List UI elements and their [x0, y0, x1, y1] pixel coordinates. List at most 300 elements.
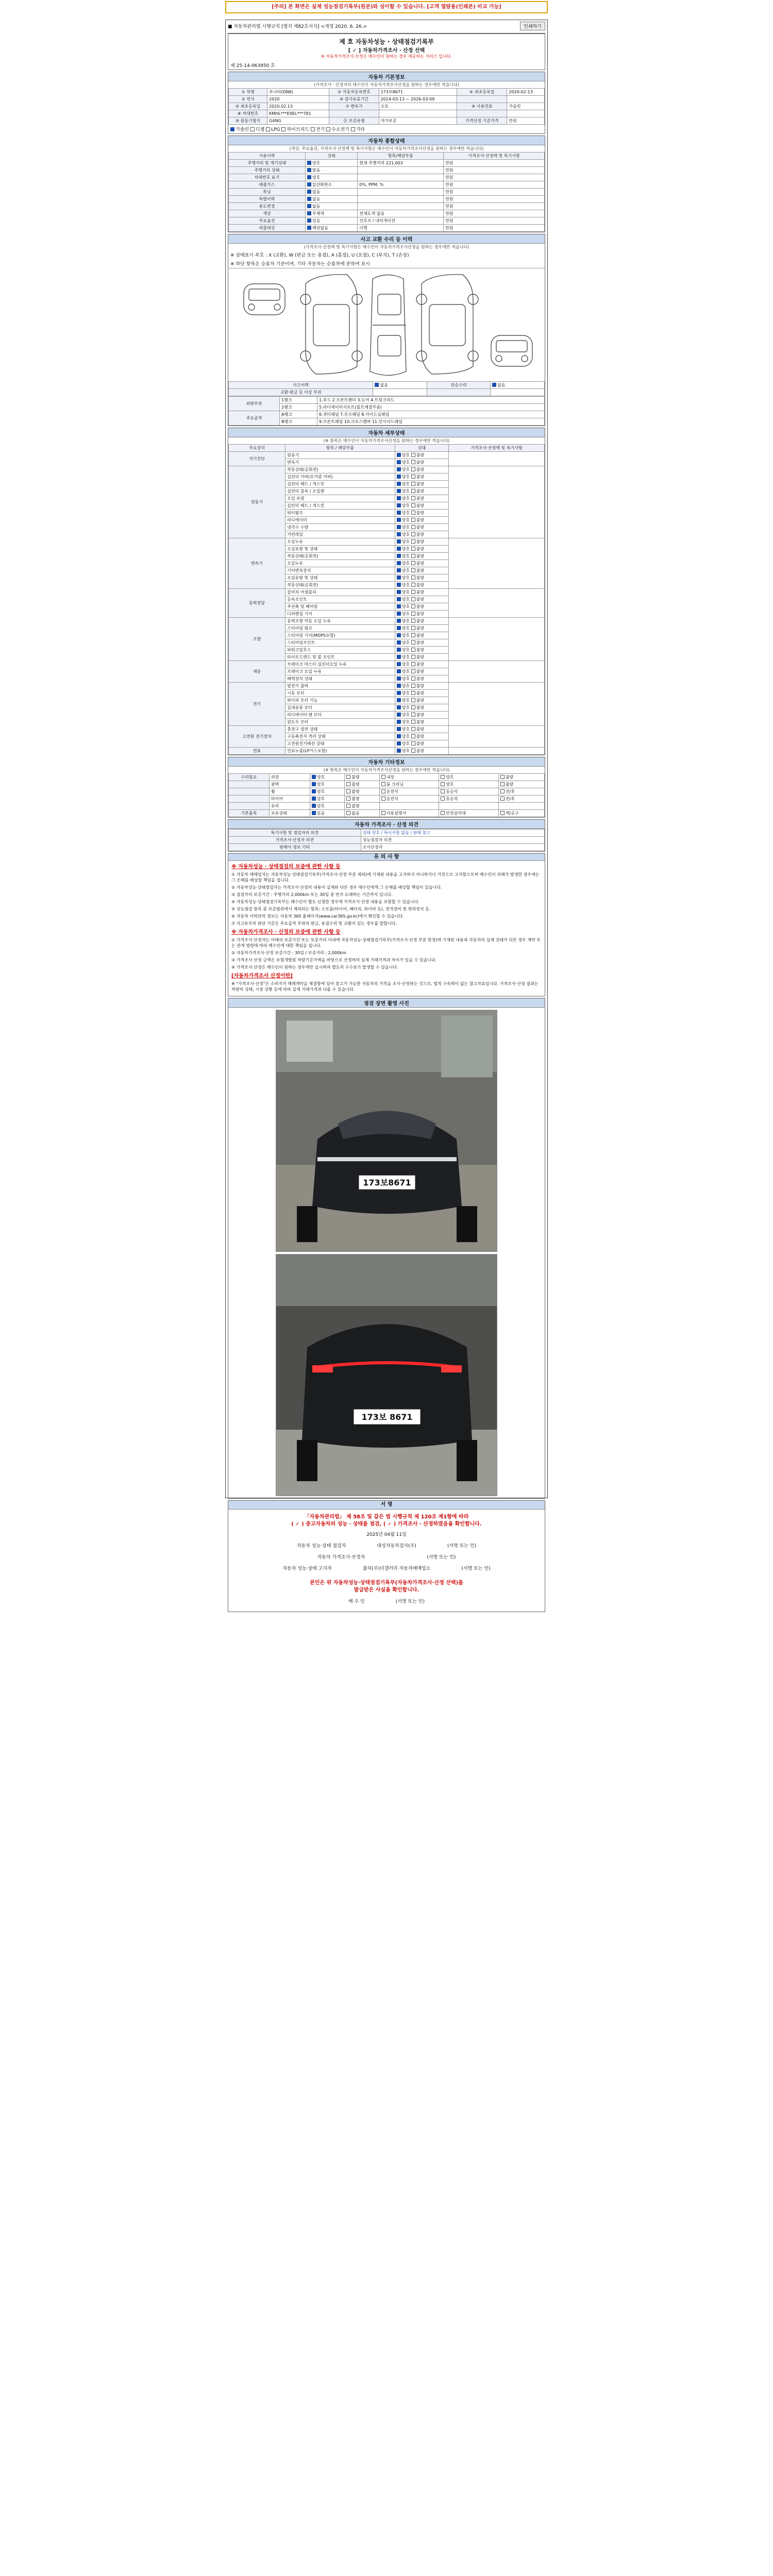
detail-item: 기어변속장치 — [285, 567, 395, 574]
detail-state — [395, 639, 449, 647]
checkbox-icon — [397, 525, 401, 529]
detail-note — [449, 589, 545, 618]
checkbox-icon — [397, 503, 401, 507]
parts-rank: 2랭크 — [280, 404, 317, 411]
detail-group: 조향 — [229, 618, 285, 661]
special-opinion: 상태 양호 / 특이사항 없음 / 판매 참고 — [361, 829, 544, 837]
extra-cell — [269, 788, 310, 795]
checkbox-icon — [397, 640, 401, 645]
diagram-legend-2: ※ 하단 항목은 승용차 기준이며, 기타 자동차는 승용차에 준하여 표시 — [230, 262, 370, 267]
extra-cell — [379, 774, 439, 781]
checkbox-icon — [441, 811, 445, 815]
checkbox-icon — [397, 662, 401, 666]
detail-state — [395, 668, 449, 675]
detail-state-bad: 불량 — [416, 496, 425, 501]
detail-state-good: 양호 — [401, 503, 411, 508]
checkbox-icon — [397, 612, 401, 616]
checkbox-icon — [312, 804, 316, 808]
detail-state-good: 양호 — [401, 619, 411, 623]
sign-foot: 본인은 위 자동차성능·상태점검기록부(자동차가격조사·산정 선택)를 — [310, 1580, 463, 1586]
detail-state-bad: 불량 — [416, 705, 425, 710]
detail-state-bad: 불량 — [416, 554, 425, 558]
detail-state-good: 양호 — [401, 727, 411, 732]
car-diagram — [228, 268, 545, 381]
extra-title: 자동차 기타정보 — [228, 757, 545, 767]
note-item: ② 자동차성능·상태점검자는 가격조사·산정의 내용이 실제와 다른 경우 매수인에게 그 손해를 배상할 책임이 있습니다. — [231, 885, 442, 890]
checkbox-icon — [397, 705, 401, 709]
extra-text: 사용설명서 — [386, 811, 407, 816]
detail-note — [449, 538, 545, 589]
extra-text: 광택 — [271, 782, 279, 787]
basic-row — [229, 96, 545, 103]
checkbox-icon — [397, 604, 401, 608]
extra-text: 전/후 — [505, 796, 515, 801]
notes-heading-3: [자동차가격조사 산정이란] — [231, 973, 293, 979]
basic-value: G4NG — [267, 117, 329, 125]
basic-row — [229, 110, 545, 117]
checkbox-icon — [307, 190, 311, 194]
checkbox-icon — [411, 749, 415, 753]
overall-state — [305, 225, 357, 232]
detail-item: 오일누유 — [285, 538, 395, 546]
checkbox-icon — [397, 669, 401, 673]
checkbox-icon — [307, 211, 311, 215]
overall-state-text: 없음 — [312, 197, 321, 201]
checkbox-icon — [441, 796, 445, 801]
detail-item: 실내송풍 모터 — [285, 704, 395, 711]
overall-state — [305, 217, 357, 225]
parts-items: 9.프론트패널 10.크로스멤버 11.인사이드패널 — [317, 418, 545, 426]
checkbox-icon — [411, 503, 415, 507]
detail-item: 오일누유 — [285, 560, 395, 567]
extra-text: 불량 — [351, 775, 360, 779]
checkbox-icon — [411, 734, 415, 738]
basic-label: ⑤ 최초등록일 — [229, 103, 267, 110]
checkbox-icon — [397, 547, 401, 551]
detail-note — [449, 726, 545, 748]
photo-section — [228, 998, 545, 1499]
detail-state-bad: 불량 — [416, 511, 425, 515]
checkbox-icon — [351, 127, 355, 131]
detail-row — [229, 661, 545, 668]
overall-row — [229, 189, 545, 196]
basic-label: ⑨ 사용연료 — [457, 103, 507, 110]
special-title: 자동차 가격조사 · 산정 의견 — [228, 820, 545, 829]
overall-header-cell: 사용이력 — [229, 152, 306, 160]
checkbox-icon — [397, 575, 401, 580]
checkbox-icon — [411, 568, 415, 572]
special-table — [228, 829, 545, 851]
detail-item: 시동 모터 — [285, 690, 395, 697]
overall-header-cell: 항목/해당부품 — [358, 152, 444, 160]
detail-group: 연료 — [229, 748, 285, 755]
fuel-row — [228, 125, 545, 133]
diagram-title: 사고 교환 수리 등 이력 — [228, 234, 545, 244]
extra-table — [228, 773, 545, 817]
accident-row — [229, 389, 545, 396]
accident-text: 없음 — [497, 383, 506, 387]
checkbox-icon — [307, 161, 311, 165]
checkbox-icon — [346, 811, 350, 815]
detail-state — [395, 546, 449, 553]
checkbox-icon — [411, 684, 415, 688]
basic-label: ② 연식 — [229, 96, 267, 103]
detail-state-bad: 불량 — [416, 741, 425, 746]
sign-cell: (서명 또는 인) — [427, 1555, 456, 1560]
detail-state-bad: 불량 — [416, 691, 425, 696]
detail-state — [395, 625, 449, 632]
fuel-options — [230, 127, 365, 132]
extra-row — [229, 788, 545, 795]
detail-state — [395, 567, 449, 574]
basic-info-section — [228, 72, 545, 134]
overall-label: 주행거리 및 계기상태 — [229, 160, 306, 167]
checkbox-icon — [411, 583, 415, 587]
extra-text: 수리필요 — [241, 775, 257, 779]
extra-cell — [310, 781, 344, 788]
overall-item: 전체도색 없음 — [358, 210, 444, 217]
detail-note — [449, 466, 545, 538]
detail-item: 실린더 블록 / 오일팬 — [285, 488, 395, 495]
detail-state-good: 양호 — [401, 626, 411, 631]
accident-cell — [427, 382, 491, 389]
top-view — [370, 275, 406, 376]
checkbox-icon — [307, 175, 311, 179]
detail-state-bad: 불량 — [416, 467, 425, 472]
detail-row — [229, 618, 545, 625]
extra-cell — [439, 781, 499, 788]
detail-state-bad: 불량 — [416, 474, 425, 479]
extra-text: 동승석 — [446, 796, 458, 801]
detail-state-bad: 불량 — [416, 655, 425, 659]
sign-cell: (서명 또는 인) — [461, 1566, 491, 1571]
checkbox-icon — [411, 597, 415, 601]
overall-label: 특별이력 — [229, 196, 306, 203]
accident-text: 사고이력 — [293, 383, 309, 387]
overall-row — [229, 160, 545, 167]
overall-state — [305, 174, 357, 181]
detail-header-cell: 주요장치 — [229, 445, 285, 452]
detail-state-good: 양호 — [401, 713, 411, 717]
extra-cell — [269, 810, 310, 817]
basic-value: 자가보증 — [379, 117, 457, 125]
checkbox-icon — [411, 554, 415, 558]
detail-state-bad: 불량 — [416, 713, 425, 717]
detail-group: 자기진단 — [229, 452, 285, 466]
note-item: ⑤ 성능점검 항목 중 보증범위에서 제외되는 항목: 소모품(타이어, 배터리, 와이퍼 등), 전자장비 및 편의장치 등. — [231, 907, 431, 911]
detail-state — [395, 589, 449, 596]
detail-item: 브레이크 마스터 실린더오일 누유 — [285, 661, 395, 668]
document-title: 제 호 자동차성능 · 상태점검기록부 — [339, 38, 434, 45]
detail-state-bad: 불량 — [416, 633, 425, 638]
overall-header-cell: 가격조사·산정액 및 특기사항 — [444, 152, 545, 160]
checkbox-icon — [411, 482, 415, 486]
extra-text: 안전삼각대 — [446, 811, 466, 816]
overall-label: 튜닝 — [229, 189, 306, 196]
extra-cell — [310, 795, 344, 803]
basic-value: 2020-02-13 — [507, 89, 545, 96]
detail-state — [395, 473, 449, 481]
checkbox-icon — [411, 720, 415, 724]
detail-state — [395, 740, 449, 748]
checkbox-icon — [411, 727, 415, 731]
fuel-option: 수소전기 — [331, 127, 351, 132]
extra-text: 보유상태 — [271, 811, 287, 816]
top-notice: [주의] 본 화면은 실제 성능점검기록부(원본)와 상이할 수 있습니다. [고객 열람용(인쇄본) 비교 가능] — [225, 1, 548, 13]
detail-item: 오일유량 및 상태 — [285, 574, 395, 582]
checkbox-icon — [312, 789, 316, 793]
checkbox-icon — [397, 489, 401, 493]
overall-note: 만원 — [444, 160, 545, 167]
accident-cell — [229, 389, 373, 396]
note-item: ⑦ 사고유무의 판단 기준은 주요골격 부위의 판금, 용접수리 및 교환이 있는 경우를 말합니다. — [231, 921, 397, 926]
detail-state-good: 양호 — [401, 539, 411, 544]
checkbox-icon — [397, 597, 401, 601]
document-subtitle: [ ✓ ] 자동차가격조사 · 산정 선택 — [348, 48, 425, 54]
checkbox-icon — [307, 168, 311, 172]
checkbox-icon — [397, 583, 401, 587]
basic-label — [457, 110, 507, 117]
detail-note — [449, 618, 545, 661]
parts-rank: A랭크 — [280, 411, 317, 418]
detail-state-good: 양호 — [401, 633, 411, 638]
detail-state-bad: 불량 — [416, 518, 425, 522]
detail-group: 변속기 — [229, 538, 285, 589]
sign-law: 「자동차관리법」 제 58조 및 같은 법 시행규칙 제 120조 제1항에 따라 — [304, 1514, 469, 1520]
sign-rows — [228, 1543, 545, 1572]
extra-text: 동승석 — [446, 789, 458, 794]
checkbox-icon — [346, 796, 350, 801]
detail-state-good: 양호 — [401, 482, 411, 486]
detail-state-good: 양호 — [401, 590, 411, 595]
extra-text: 휠 — [271, 789, 275, 794]
extra-text: 양호 — [316, 782, 325, 787]
detail-state-good: 양호 — [401, 662, 411, 667]
overall-table — [228, 152, 545, 232]
detail-state-bad: 불량 — [416, 662, 425, 667]
detail-header-cell: 상태 — [395, 445, 449, 452]
form-reference: ■ 자동차관리법 시행규칙 [별지 제82호서식] <개정 2020. 6. 26.> — [228, 24, 367, 29]
extra-cell — [310, 774, 344, 781]
detail-state-bad: 불량 — [416, 684, 425, 688]
detail-state-bad: 불량 — [416, 720, 425, 724]
extra-cell — [345, 795, 379, 803]
overall-section — [228, 135, 545, 232]
checkbox-icon — [397, 496, 401, 500]
detail-state-bad: 불량 — [416, 619, 425, 623]
note-item: ④ 자동차성능·상태점검기록부는 매수인이 별도 신청한 경우에 가격조사·산정 내용을 포함할 수 있습니다. — [231, 900, 419, 904]
special-opinion-2: 성능점검자 의견 — [361, 837, 544, 844]
checkbox-icon — [411, 676, 415, 681]
basic-row — [229, 89, 545, 96]
detail-state — [395, 596, 449, 603]
rear-photo — [276, 1254, 497, 1496]
overall-row — [229, 203, 545, 210]
checkbox-icon — [397, 727, 401, 731]
overall-title: 자동차 종합상태 — [228, 136, 545, 145]
detail-state-bad: 불량 — [416, 597, 425, 602]
checkbox-icon — [500, 811, 505, 815]
detail-item: 변속기 — [285, 459, 395, 466]
form-header — [228, 20, 545, 31]
overall-state-text: 없음 — [312, 204, 321, 209]
accident-cell — [229, 382, 373, 389]
detail-state-bad: 불량 — [416, 539, 425, 544]
overall-item — [358, 174, 444, 181]
extra-cell — [310, 788, 344, 795]
note-item: ① 자동차 매매업자는 자동차성능·상태점검기록부(가격조사·산정 부분 제외)에 기재된 내용을 고지하지 아니하거나 거짓으로 고지함으로써 매수인이 피해가 발생한 경우에는 그 손해를 배상할 책임을 집니다. — [231, 872, 540, 883]
checkbox-icon — [411, 604, 415, 608]
detail-item: 작동상태(공회전) — [285, 466, 395, 473]
detail-state-good: 양호 — [401, 474, 411, 479]
detail-item: 오일유량 및 상태 — [285, 546, 395, 553]
sign-cell: 자동차 성능·상태 점검자 — [296, 1544, 346, 1549]
detail-row — [229, 452, 545, 459]
checkbox-icon — [381, 775, 385, 779]
diagram-legend: ※ 상태표시 부호 : X (교환), W (판금 또는 용접), A (흠집), U (요철), C (부식), T (손상) — [230, 253, 409, 258]
checkbox-icon — [307, 182, 311, 187]
detail-state-good: 양호 — [401, 511, 411, 515]
detail-state-bad: 불량 — [416, 669, 425, 674]
detail-state-good: 양호 — [401, 518, 411, 522]
overall-label: 용도변경 — [229, 203, 306, 210]
rear-view — [491, 335, 532, 366]
checkbox-icon — [411, 713, 415, 717]
parts-group: 주요골격 — [229, 411, 280, 426]
detail-state-good: 양호 — [401, 489, 411, 494]
detail-state-bad: 불량 — [416, 604, 425, 609]
detail-state — [395, 560, 449, 567]
checkbox-icon — [326, 127, 330, 131]
photo-title: 점검 장면 촬영 사진 — [228, 998, 545, 1008]
checkbox-icon — [397, 619, 401, 623]
overall-item — [358, 167, 444, 174]
extra-cell — [269, 803, 310, 810]
checkbox-icon — [411, 612, 415, 616]
checkbox-icon — [381, 782, 385, 786]
extra-cell — [379, 795, 439, 803]
detail-state-bad: 불량 — [416, 568, 425, 573]
parts-row — [229, 397, 545, 404]
detail-state-bad: 불량 — [416, 590, 425, 595]
detail-state-good: 양호 — [401, 568, 411, 573]
notes-section — [228, 853, 545, 996]
checkbox-icon — [397, 518, 401, 522]
extra-cell — [439, 803, 499, 810]
detail-state-good: 양호 — [401, 705, 411, 710]
extra-text: 불량 — [351, 782, 360, 787]
overall-note: 만원 — [444, 167, 545, 174]
extra-text: 유리 — [271, 804, 279, 808]
sign-title: 서 명 — [228, 1501, 545, 1510]
parts-group: 외판부위 — [229, 397, 280, 411]
detail-item: 동력조향 작동 오일 누유 — [285, 618, 395, 625]
checkbox-icon — [500, 796, 505, 801]
detail-state-good: 양호 — [401, 554, 411, 558]
checkbox-icon — [397, 482, 401, 486]
detail-state-good: 양호 — [401, 741, 411, 746]
basic-value: KMHL***E9EL***781 — [267, 110, 329, 117]
parts-rank: B랭크 — [280, 418, 317, 426]
detail-state — [395, 502, 449, 510]
basic-label: ⑥ 최초등록일 — [457, 89, 507, 96]
title-block — [228, 33, 545, 70]
detail-state-bad: 불량 — [416, 640, 425, 645]
detail-state — [395, 574, 449, 582]
checkbox-icon — [312, 796, 316, 801]
extra-cell — [310, 810, 344, 817]
checkbox-icon — [411, 640, 415, 645]
overall-state — [305, 210, 357, 217]
checkbox-icon — [411, 525, 415, 529]
detail-group: 제동 — [229, 661, 285, 683]
extra-cell — [379, 803, 439, 810]
overall-header-cell: 상태 — [305, 152, 357, 160]
buyer-sign: (서명 또는 인) — [395, 1599, 425, 1604]
detail-note — [449, 748, 545, 755]
extra-cell — [439, 788, 499, 795]
checkbox-icon — [411, 489, 415, 493]
overall-label: 주요옵션 — [229, 217, 306, 225]
parts-row — [229, 411, 545, 418]
detail-state-bad: 불량 — [416, 676, 425, 681]
basic-info-subtitle: (가격조사 · 산정자의 매수인이 자동차가격조사산정을 원하는 경우에만 적습니다) — [314, 82, 459, 87]
sign-date: 2025년 04월 11일 — [366, 1532, 407, 1537]
overall-state-text: 양호 — [312, 175, 321, 180]
detail-item: 오일 유량 — [285, 495, 395, 502]
overall-row — [229, 167, 545, 174]
checkbox-icon — [397, 676, 401, 681]
detail-item: 실린더 헤드 / 개스킷 — [285, 502, 395, 510]
detail-header — [229, 445, 545, 452]
checkbox-icon — [397, 460, 401, 464]
detail-state — [395, 531, 449, 538]
checkbox-icon — [397, 684, 401, 688]
detail-state-good: 양호 — [401, 669, 411, 674]
detail-note — [449, 683, 545, 726]
detail-state — [395, 481, 449, 488]
overall-item: 선루프 / 네비게이션 — [358, 217, 444, 225]
print-button[interactable]: 인쇄하기 — [520, 22, 545, 30]
accident-cell — [373, 389, 427, 396]
note-item: ③ 점검자의 보증기간 : 주행거리 2,000km 또는 30일 중 먼저 도래하는 기간까지 입니다. — [231, 892, 393, 897]
accident-table — [228, 381, 545, 396]
overall-row — [229, 225, 545, 232]
checkbox-icon — [397, 554, 401, 558]
detail-state — [395, 654, 449, 661]
detail-state-good: 양호 — [401, 583, 411, 587]
extra-cell — [498, 781, 544, 788]
sign-cell: 자동차 성능·상태 고지자 — [282, 1566, 332, 1571]
detail-state-bad: 불량 — [416, 561, 425, 566]
detail-state — [395, 690, 449, 697]
sign-row — [228, 1565, 545, 1572]
overall-state — [305, 196, 357, 203]
overall-label: 주행거리 상태 — [229, 167, 306, 174]
checkbox-icon — [381, 789, 385, 793]
detail-item: 연료누출(LP가스포함) — [285, 748, 395, 755]
overall-state-text: 많음 — [312, 168, 321, 173]
detail-group: 전기 — [229, 683, 285, 726]
extra-text: 있음 — [316, 811, 325, 816]
accident-cell — [427, 389, 491, 396]
overall-row — [229, 174, 545, 181]
overall-note: 만원 — [444, 174, 545, 181]
sign-row — [228, 1543, 545, 1550]
detail-item: 냉각수 수량 — [285, 524, 395, 531]
special-section — [228, 819, 545, 852]
parts-items: 5.라디에이터서포트(볼트체결부품) — [317, 404, 545, 411]
